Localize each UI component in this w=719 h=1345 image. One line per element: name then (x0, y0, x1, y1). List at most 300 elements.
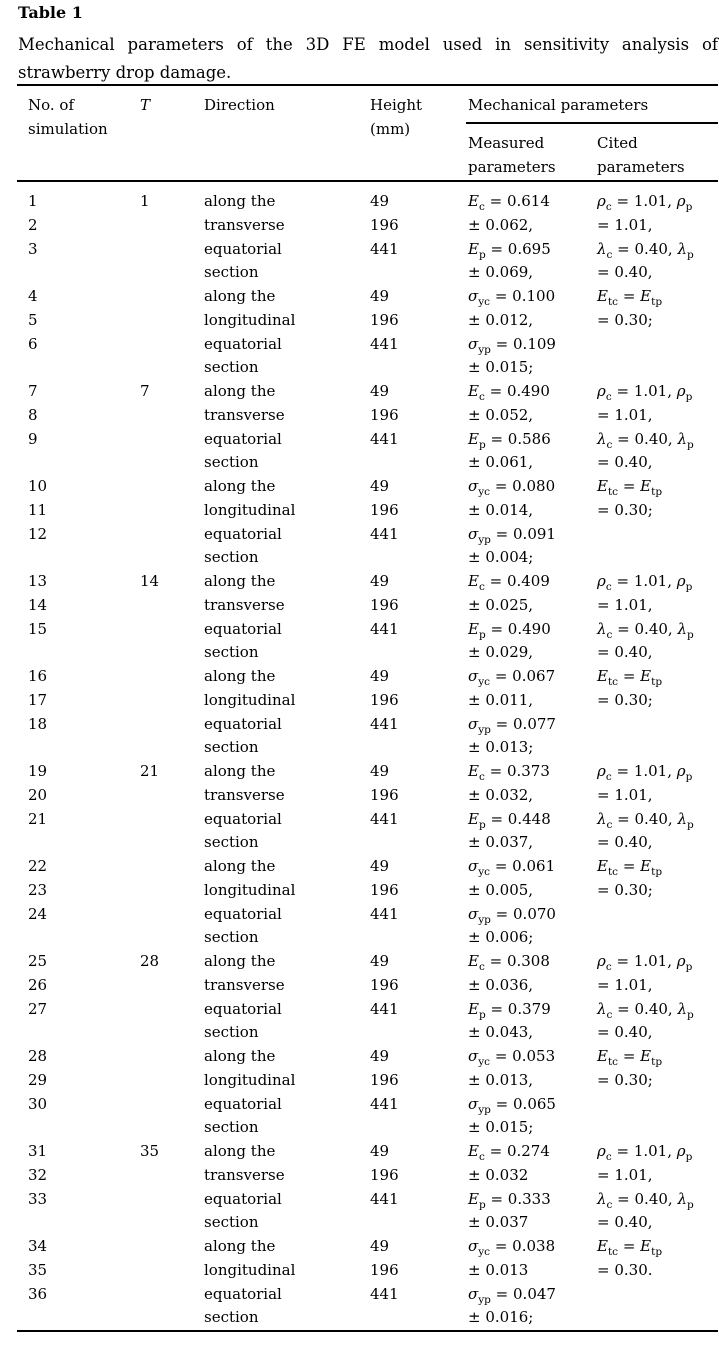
cell-direction: equatorial (204, 809, 282, 828)
cell-direction: section (204, 358, 259, 377)
cell-height: 49 (370, 952, 390, 970)
cell-simulation-no: 34 (28, 1237, 48, 1255)
cell-t (140, 594, 204, 618)
table-header-rule (17, 180, 718, 182)
cell-cited-parameters: = 0.40, (597, 453, 653, 472)
cell-measured-parameters: $\sigma_{yc} = 0.080$ (468, 477, 556, 498)
cell-measured-parameters: ± 0.004; (468, 548, 534, 567)
cell-simulation-no: 1 (28, 192, 38, 210)
cell-simulation-no: 23 (28, 880, 48, 899)
cell-cited-parameters: = 0.30; (597, 690, 653, 709)
cell-t (140, 1211, 204, 1235)
cell-simulation-no: 4 (28, 287, 38, 305)
cell-height: 441 (370, 809, 399, 828)
cell-t (140, 926, 204, 950)
table-row (17, 1093, 719, 1117)
table-row (17, 475, 719, 499)
cell-measured-parameters: $E_c = 0.614$ (468, 192, 550, 213)
cell-simulation-no: 10 (28, 477, 48, 495)
cell-simulation-no: 18 (28, 714, 48, 733)
cell-measured-parameters: ± 0.069, (468, 263, 534, 282)
cell-t (140, 546, 204, 570)
table-row (17, 1283, 719, 1307)
table-row (17, 570, 719, 594)
table-row (17, 1021, 719, 1045)
cell-simulation-no (28, 1116, 140, 1140)
table-row (17, 1211, 719, 1235)
cell-measured-parameters: ± 0.025, (468, 595, 534, 614)
cell-t (140, 831, 204, 855)
table-title: Table 1 (18, 3, 83, 22)
cell-height: 441 (370, 429, 399, 448)
cell-cited-parameters (597, 523, 715, 547)
cell-t (140, 713, 204, 737)
cell-cited-parameters: = 1.01, (597, 595, 653, 614)
table-row (17, 404, 719, 428)
cell-simulation-no: 7 (28, 382, 38, 400)
cell-height: 196 (370, 1165, 399, 1184)
table-body (17, 190, 719, 1330)
cell-direction: longitudinal (204, 1260, 296, 1279)
cell-direction: along the (204, 857, 276, 875)
table-row (17, 333, 719, 357)
cell-measured-parameters: ± 0.037, (468, 833, 534, 852)
cell-t (140, 404, 204, 428)
cell-t (140, 641, 204, 665)
cell-cited-parameters: $\lambda_c = 0.40$, $\lambda_p$ (597, 429, 694, 451)
cell-simulation-no: 32 (28, 1165, 48, 1184)
cell-height: 196 (370, 595, 399, 614)
cell-simulation-no (28, 356, 140, 380)
cell-simulation-no: 22 (28, 857, 48, 875)
cell-direction: along the (204, 762, 276, 780)
cell-t (140, 618, 204, 642)
cell-measured-parameters: $\sigma_{yp} = 0.070$ (468, 904, 556, 926)
cell-t (140, 1306, 204, 1330)
cell-t (140, 285, 204, 309)
cell-cited-parameters (597, 546, 715, 570)
table-row (17, 641, 719, 665)
table-row (17, 428, 719, 452)
cell-height (370, 546, 468, 570)
cell-direction: transverse (204, 595, 285, 614)
cell-cited-parameters: = 0.30. (597, 1260, 653, 1279)
cell-measured-parameters: ± 0.011, (468, 690, 534, 709)
cell-height: 49 (370, 287, 390, 305)
cell-direction: section (204, 1023, 259, 1042)
cell-measured-parameters: $\sigma_{yc} = 0.053$ (468, 1047, 556, 1068)
table-row (17, 855, 719, 879)
cell-height (370, 1116, 468, 1140)
cell-t: 7 (140, 382, 150, 400)
cell-height: 441 (370, 619, 399, 638)
cell-measured-parameters: $\sigma_{yp} = 0.047$ (468, 1284, 556, 1306)
cell-direction: transverse (204, 405, 285, 424)
cell-cited-parameters: $\rho_c = 1.01$, $\rho_p$ (597, 382, 693, 403)
cell-measured-parameters: $\sigma_{yp} = 0.109$ (468, 334, 556, 356)
cell-direction: along the (204, 1237, 276, 1255)
table-row (17, 1235, 719, 1259)
cell-measured-parameters: $\sigma_{yc} = 0.061$ (468, 857, 556, 878)
cell-direction: longitudinal (204, 500, 296, 519)
cell-height (370, 451, 468, 475)
cell-cited-parameters (597, 1306, 715, 1330)
cell-t (140, 689, 204, 713)
mechanical-parameters-subrule (466, 122, 718, 124)
cell-direction: equatorial (204, 334, 282, 353)
cell-t (140, 214, 204, 238)
cell-t (140, 855, 204, 879)
cell-direction: section (204, 1118, 259, 1137)
table-row (17, 998, 719, 1022)
table-row (17, 1069, 719, 1093)
cell-measured-parameters: $E_c = 0.308$ (468, 952, 550, 973)
cell-direction: section (204, 928, 259, 947)
cell-cited-parameters: $E_{tc} = E_{tp}$ (597, 1237, 663, 1258)
table-row (17, 499, 719, 523)
cell-t (140, 974, 204, 998)
cell-cited-parameters: = 0.30; (597, 880, 653, 899)
cell-direction: equatorial (204, 714, 282, 733)
cell-measured-parameters: $E_c = 0.274$ (468, 1142, 550, 1163)
cell-measured-parameters: $\sigma_{yc} = 0.067$ (468, 667, 556, 688)
table-row (17, 523, 719, 547)
cell-simulation-no: 31 (28, 1142, 48, 1160)
cell-direction: section (204, 263, 259, 282)
cell-t (140, 736, 204, 760)
table-header (17, 86, 718, 180)
cell-height: 196 (370, 690, 399, 709)
table-row (17, 808, 719, 832)
cell-direction: along the (204, 382, 276, 400)
cell-simulation-no: 17 (28, 690, 48, 709)
cell-height (370, 641, 468, 665)
cell-simulation-no: 30 (28, 1094, 48, 1113)
cell-cited-parameters: $\rho_c = 1.01$, $\rho_p$ (597, 192, 693, 213)
cell-cited-parameters: $E_{tc} = E_{tp}$ (597, 1047, 663, 1068)
table-row (17, 356, 719, 380)
cell-simulation-no (28, 736, 140, 760)
cell-t (140, 1069, 204, 1093)
cell-simulation-no (28, 1021, 140, 1045)
cell-measured-parameters: $\sigma_{yp} = 0.065$ (468, 1094, 556, 1116)
cell-measured-parameters: ± 0.029, (468, 643, 534, 662)
cell-simulation-no: 27 (28, 999, 48, 1018)
cell-t (140, 1235, 204, 1259)
cell-height: 196 (370, 405, 399, 424)
cell-cited-parameters: $\rho_c = 1.01$, $\rho_p$ (597, 952, 693, 973)
cell-t (140, 451, 204, 475)
cell-t (140, 665, 204, 689)
cell-t: 28 (140, 952, 160, 970)
cell-direction: equatorial (204, 619, 282, 638)
cell-cited-parameters: = 0.40, (597, 833, 653, 852)
cell-simulation-no: 9 (28, 429, 38, 448)
cell-simulation-no: 29 (28, 1070, 48, 1089)
table-caption (18, 31, 718, 87)
cell-cited-parameters (597, 333, 715, 357)
cell-height (370, 356, 468, 380)
cell-simulation-no: 25 (28, 952, 48, 970)
table-row (17, 760, 719, 784)
cell-t: 21 (140, 762, 160, 780)
cell-direction: along the (204, 192, 276, 210)
cell-direction: equatorial (204, 1094, 282, 1113)
caption-line-2: strawberry drop damage. (18, 63, 232, 82)
cell-height: 441 (370, 1284, 399, 1303)
cell-measured-parameters: $\sigma_{yc} = 0.038$ (468, 1237, 556, 1258)
cell-cited-parameters (597, 1283, 715, 1307)
table-bottom-rule (17, 1330, 718, 1332)
cell-measured-parameters: ± 0.037 (468, 1213, 529, 1232)
cell-direction: longitudinal (204, 310, 296, 329)
cell-simulation-no: 15 (28, 619, 48, 638)
table-row (17, 594, 719, 618)
cell-measured-parameters: $E_c = 0.373$ (468, 762, 550, 783)
cell-measured-parameters: ± 0.006; (468, 928, 534, 947)
cell-direction: along the (204, 287, 276, 305)
cell-height: 196 (370, 785, 399, 804)
cell-measured-parameters: ± 0.052, (468, 405, 534, 424)
header-cited-parameters: Cited parameters (597, 134, 685, 176)
cell-cited-parameters: = 1.01, (597, 785, 653, 804)
cell-simulation-no (28, 1211, 140, 1235)
cell-cited-parameters (597, 713, 715, 737)
cell-measured-parameters: $E_p = 0.490$ (468, 619, 551, 641)
cell-direction: section (204, 453, 259, 472)
cell-simulation-no: 11 (28, 500, 48, 519)
cell-height: 441 (370, 1094, 399, 1113)
cell-direction: equatorial (204, 429, 282, 448)
cell-t (140, 309, 204, 333)
cell-t (140, 1093, 204, 1117)
cell-t (140, 1021, 204, 1045)
caption-line-1: Mechanical parameters of the 3D FE model used in sensitivity analysis of (18, 35, 718, 54)
cell-simulation-no (28, 451, 140, 475)
cell-cited-parameters: = 1.01, (597, 405, 653, 424)
table-row (17, 1140, 719, 1164)
cell-measured-parameters: ± 0.013; (468, 738, 534, 757)
cell-t (140, 1045, 204, 1069)
cell-simulation-no (28, 546, 140, 570)
cell-direction: along the (204, 667, 276, 685)
cell-cited-parameters: = 0.30; (597, 310, 653, 329)
table-row (17, 1188, 719, 1212)
cell-direction: section (204, 643, 259, 662)
cell-cited-parameters: = 0.40, (597, 1213, 653, 1232)
cell-t: 1 (140, 192, 150, 210)
cell-measured-parameters: $E_c = 0.490$ (468, 382, 550, 403)
cell-direction: longitudinal (204, 690, 296, 709)
cell-simulation-no: 35 (28, 1260, 48, 1279)
cell-t (140, 1116, 204, 1140)
cell-t (140, 261, 204, 285)
cell-direction: transverse (204, 785, 285, 804)
cell-measured-parameters: $\sigma_{yp} = 0.077$ (468, 714, 556, 736)
cell-measured-parameters: $E_p = 0.379$ (468, 999, 551, 1021)
cell-height (370, 261, 468, 285)
cell-t (140, 238, 204, 262)
cell-simulation-no: 36 (28, 1284, 48, 1303)
cell-cited-parameters (597, 926, 715, 950)
cell-direction: transverse (204, 215, 285, 234)
cell-t (140, 1188, 204, 1212)
cell-cited-parameters: $\lambda_c = 0.40$, $\lambda_p$ (597, 999, 694, 1021)
cell-simulation-no: 6 (28, 334, 38, 353)
cell-measured-parameters: ± 0.012, (468, 310, 534, 329)
cell-simulation-no: 16 (28, 667, 48, 685)
cell-measured-parameters: $E_p = 0.448$ (468, 809, 551, 831)
cell-simulation-no: 2 (28, 215, 38, 234)
cell-simulation-no: 13 (28, 572, 48, 590)
cell-simulation-no: 19 (28, 762, 48, 780)
cell-height: 441 (370, 524, 399, 543)
table-row (17, 974, 719, 998)
header-direction: Direction (204, 96, 275, 114)
cell-height (370, 926, 468, 950)
cell-t (140, 428, 204, 452)
cell-direction: section (204, 1213, 259, 1232)
cell-height: 49 (370, 1237, 390, 1255)
cell-measured-parameters: ± 0.014, (468, 500, 534, 519)
cell-t (140, 998, 204, 1022)
cell-t (140, 903, 204, 927)
cell-simulation-no: 5 (28, 310, 38, 329)
cell-direction: along the (204, 477, 276, 495)
cell-simulation-no: 3 (28, 239, 38, 258)
table-row (17, 190, 719, 214)
table-row (17, 903, 719, 927)
cell-cited-parameters (597, 1116, 715, 1140)
cell-cited-parameters: = 0.30; (597, 1070, 653, 1089)
cell-cited-parameters: $E_{tc} = E_{tp}$ (597, 667, 663, 688)
cell-height: 49 (370, 572, 390, 590)
cell-measured-parameters: ± 0.016; (468, 1308, 534, 1327)
cell-t (140, 1164, 204, 1188)
cell-t (140, 356, 204, 380)
cell-simulation-no: 20 (28, 785, 48, 804)
cell-height: 441 (370, 1189, 399, 1208)
table-row (17, 451, 719, 475)
cell-cited-parameters: = 1.01, (597, 975, 653, 994)
table-row (17, 238, 719, 262)
cell-measured-parameters: ± 0.036, (468, 975, 534, 994)
table-row (17, 784, 719, 808)
table-row (17, 618, 719, 642)
cell-cited-parameters: $\rho_c = 1.01$, $\rho_p$ (597, 762, 693, 783)
header-height-mm: Height (mm) (370, 96, 423, 138)
cell-t (140, 1283, 204, 1307)
cell-direction: transverse (204, 975, 285, 994)
table-row (17, 214, 719, 238)
cell-cited-parameters (597, 1093, 715, 1117)
cell-measured-parameters: ± 0.061, (468, 453, 534, 472)
cell-height (370, 1021, 468, 1045)
cell-height: 196 (370, 880, 399, 899)
table-row (17, 546, 719, 570)
table-row (17, 950, 719, 974)
cell-height: 49 (370, 192, 390, 210)
cell-simulation-no: 12 (28, 524, 48, 543)
header-mechanical-parameters: Mechanical parameters (468, 96, 649, 114)
cell-cited-parameters: $E_{tc} = E_{tp}$ (597, 287, 663, 308)
cell-direction: along the (204, 1047, 276, 1065)
cell-direction: section (204, 833, 259, 852)
table-row (17, 1045, 719, 1069)
cell-direction: longitudinal (204, 1070, 296, 1089)
cell-height: 49 (370, 382, 390, 400)
cell-measured-parameters: ± 0.062, (468, 215, 534, 234)
cell-direction: along the (204, 952, 276, 970)
cell-measured-parameters: $E_p = 0.586$ (468, 429, 551, 451)
cell-direction: along the (204, 572, 276, 590)
cell-simulation-no (28, 261, 140, 285)
table-row (17, 285, 719, 309)
cell-height: 441 (370, 904, 399, 923)
cell-direction: section (204, 1308, 259, 1327)
cell-simulation-no (28, 926, 140, 950)
cell-cited-parameters: $\rho_c = 1.01$, $\rho_p$ (597, 1142, 693, 1163)
cell-direction: equatorial (204, 999, 282, 1018)
header-measured-parameters: Measured parameters (468, 134, 556, 176)
cell-height: 441 (370, 999, 399, 1018)
cell-measured-parameters: ± 0.032, (468, 785, 534, 804)
cell-height: 49 (370, 762, 390, 780)
cell-measured-parameters: ± 0.005, (468, 880, 534, 899)
cell-height: 49 (370, 667, 390, 685)
cell-measured-parameters: $E_p = 0.695$ (468, 239, 551, 261)
cell-cited-parameters: $\rho_c = 1.01$, $\rho_p$ (597, 572, 693, 593)
cell-cited-parameters: = 0.30; (597, 500, 653, 519)
cell-simulation-no: 28 (28, 1047, 48, 1065)
cell-cited-parameters: = 1.01, (597, 1165, 653, 1184)
table-row (17, 261, 719, 285)
cell-height: 196 (370, 975, 399, 994)
cell-direction: equatorial (204, 239, 282, 258)
cell-measured-parameters: ± 0.015; (468, 358, 534, 377)
cell-direction: longitudinal (204, 880, 296, 899)
table-row (17, 380, 719, 404)
cell-t (140, 523, 204, 547)
cell-simulation-no: 24 (28, 904, 48, 923)
header-no-of-simulation: No. of simulation (28, 96, 108, 138)
cell-direction: section (204, 548, 259, 567)
table-row (17, 665, 719, 689)
cell-measured-parameters: ± 0.032 (468, 1165, 529, 1184)
cell-cited-parameters (597, 736, 715, 760)
cell-t: 35 (140, 1142, 160, 1160)
cell-measured-parameters: ± 0.013 (468, 1260, 529, 1279)
cell-simulation-no: 8 (28, 405, 38, 424)
cell-t (140, 1259, 204, 1283)
cell-cited-parameters: $E_{tc} = E_{tp}$ (597, 857, 663, 878)
cell-height (370, 1306, 468, 1330)
cell-height: 196 (370, 1070, 399, 1089)
table-row (17, 926, 719, 950)
cell-height: 441 (370, 334, 399, 353)
table-row (17, 1259, 719, 1283)
cell-height: 441 (370, 239, 399, 258)
cell-direction: transverse (204, 1165, 285, 1184)
cell-cited-parameters: = 0.40, (597, 263, 653, 282)
cell-cited-parameters: $\lambda_c = 0.40$, $\lambda_p$ (597, 809, 694, 831)
cell-direction: equatorial (204, 524, 282, 543)
cell-cited-parameters: = 0.40, (597, 1023, 653, 1042)
cell-direction: equatorial (204, 1284, 282, 1303)
cell-simulation-no: 26 (28, 975, 48, 994)
cell-measured-parameters: $E_c = 0.409$ (468, 572, 550, 593)
cell-measured-parameters: $E_p = 0.333$ (468, 1189, 551, 1211)
